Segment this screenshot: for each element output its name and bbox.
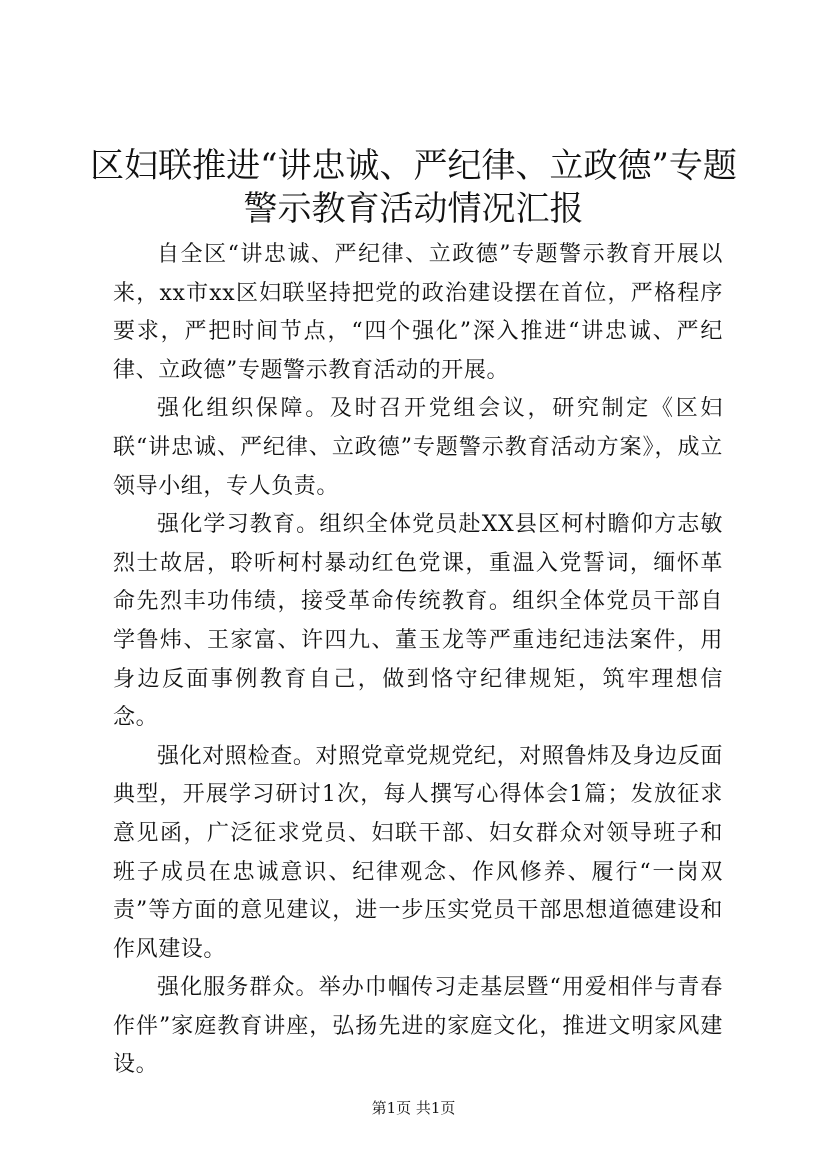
paragraph-study: 强化学习教育。组织全体党员赴XX县区柯村瞻仰方志敏烈士故居，聆听柯村暴动红色党课，重温入党誓词，缅怀革命先烈丰功伟绩，接受革命传统教育。组织全体党员干部自学鲁炜、王家富、许四九、董玉龙等严重违纪违法案件，用身边反面事例教育自己，做到恪守纪律规矩，筑牢理想信念。	[113, 512, 723, 731]
paragraph-service: 强化服务群众。举办巾帼传习走基层暨“用爱相伴与青春作伴”家庭教育讲座，弘扬先进的家庭文化，推进文明家风建设。	[113, 975, 723, 1078]
paragraph-intro: 自全区“讲忠诚、严纪律、立政德”专题警示教育开展以来，xx市xx区妇联坚持把党的政治建设摆在首位，严格程序要求，严把时间节点，“四个强化”深入推进“讲忠诚、严纪律、立政德”专题警示教育活动的开展。	[113, 242, 723, 383]
page-footer: 第1页 共1页	[371, 1099, 456, 1117]
paragraph-review: 强化对照检查。对照党章党规党纪，对照鲁炜及身边反面典型，开展学习研讨1次，每人撰写心得体会1篇；发放征求意见函，广泛征求党员、妇联干部、妇女群众对领导班子和班子成员在忠诚意识、纪律观念、作风修养、履行“一岗双责”等方面的意见建议，进一步压实党员干部思想道德建设和作风建设。	[113, 743, 723, 962]
document-body	[113, 236, 723, 1085]
paragraph-organization: 强化组织保障。及时召开党组会议，研究制定《区妇联“讲忠诚、严纪律、立政德”专题警示教育活动方案》，成立领导小组，专人负责。	[113, 396, 723, 499]
document-title-line-2: 警示教育活动情况汇报	[243, 189, 584, 229]
document-title-line-1: 区妇联推进“讲忠诚、严纪律、立政德”专题	[90, 146, 737, 186]
